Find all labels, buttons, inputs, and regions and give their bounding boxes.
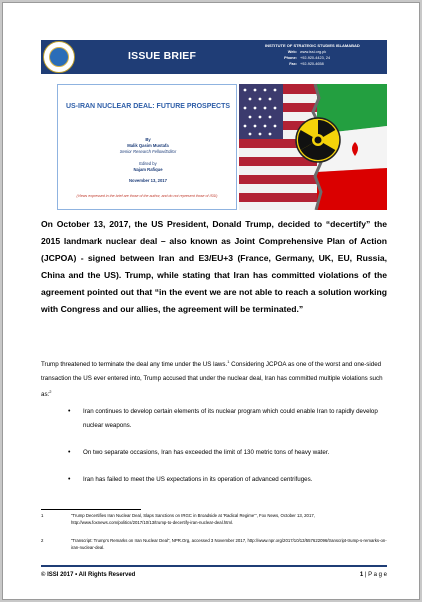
- contact-block: [265, 49, 330, 67]
- by-label: By: [145, 137, 151, 142]
- bullet-item: • On two separate occasions, Iran has exceeded the limit of 130 metric tons of heavy water.: [83, 446, 387, 460]
- paragraph-text-b: Considering JCPOA as one of the worst and one-sided transaction the US ever entered into, Trump accused that under the nuclear deal, Iran has committed multiple violations such as:: [41, 361, 383, 399]
- footnote-ref-1[interactable]: 1: [227, 359, 230, 364]
- footnote-ref-2[interactable]: 2: [49, 389, 52, 395]
- edited-by-label: Edited by: [139, 161, 157, 166]
- document-page: [2, 2, 420, 600]
- contact-fax: [265, 61, 330, 67]
- page-number: [360, 572, 387, 578]
- footnote-item: [41, 513, 387, 526]
- bullet-item: • Iran has failed to meet the US expectations in its operation of advanced centrifuges.: [83, 473, 387, 487]
- flags-illustration: [239, 84, 387, 210]
- footnote-number: 1: [41, 513, 44, 518]
- globe-icon: [49, 47, 69, 67]
- body-paragraph: [41, 355, 387, 402]
- footnote-text: “Trump Decertifies Iran Nuclear Deal, Slaps Sanctions on IRGC in Broadside at ‘Radical Regime’”, Fox News, October 13, 2017, http://www.foxnews.com/politics/2017/10/13/trump-to-decertify-iran-nuclear-deal.html.: [71, 513, 315, 525]
- us-iran-flags-nuclear-image: [239, 84, 387, 210]
- contact-value: +92-920-4658: [300, 62, 324, 66]
- issi-logo: [43, 41, 75, 73]
- bullet-item: • Iran continues to develop certain elements of its nuclear program which could enable Iran to rapidly develop nuclear weapons.: [83, 405, 387, 432]
- institute-name: INSTITUTE OF STRATEGIC STUDIES ISLAMABAD: [265, 43, 360, 48]
- footnote-number: 2: [41, 538, 44, 543]
- author-role: Senior Research Fellow/Editor: [119, 149, 177, 154]
- disclaimer-note: (Views expressed in the brief are those of the author, and do not represent those of ISSI): [76, 194, 218, 198]
- contact-label: Phone:: [284, 56, 297, 60]
- page-num-value: 1: [359, 572, 364, 578]
- brief-title: US-IRAN NUCLEAR DEAL: FUTURE PROSPECTS: [65, 103, 231, 110]
- paragraph-text-a: Trump threatened to terminate the deal any time under the US laws.: [41, 361, 228, 369]
- page-footer: [41, 565, 387, 581]
- footnote-item: [41, 538, 387, 551]
- editor-name: Najam Rafique: [133, 167, 163, 172]
- footnote-text: “Transcript: Trump’s Remarks on Iran Nuclear Deal”, NPR.Org, accessed 3 November 2017, http://www.npr.org/2017/10/13/557622096/transcript-trump-s-remarks-on-iran-nuclear-deal.: [71, 538, 387, 550]
- title-box: [57, 84, 237, 210]
- contact-value: +92-920-4423, 24: [300, 56, 331, 60]
- contact-label: Web:: [287, 50, 297, 54]
- copyright-text: © ISSI 2017 • All Rights Reserved: [41, 572, 136, 578]
- issue-brief-title: ISSUE BRIEF: [128, 50, 197, 62]
- lead-paragraph: On October 13, 2017, the US President, Donald Trump, decided to “decertify” the 2015 landmark nuclear deal – also known as Joint Comprehensive Plan of Action (JCPOA) - signed between Iran and E3/EU+3 (France, Germany, UK, EU, Russia, China and the US). Trump, while stating that Iran has committed violations of the agreement pointed out that “in the event we are not able to reach a solution working with Congress and our allies, the agreement will be terminated.”: [41, 219, 387, 314]
- author-name: Malik Qasim Mustafa: [127, 143, 169, 148]
- page-label: | P a g e: [364, 572, 387, 578]
- footnote-divider: [41, 509, 141, 510]
- contact-value: www.issi.org.pk: [300, 50, 327, 54]
- publish-date: November 13, 2017: [129, 178, 167, 183]
- contact-label: Fax:: [289, 62, 297, 66]
